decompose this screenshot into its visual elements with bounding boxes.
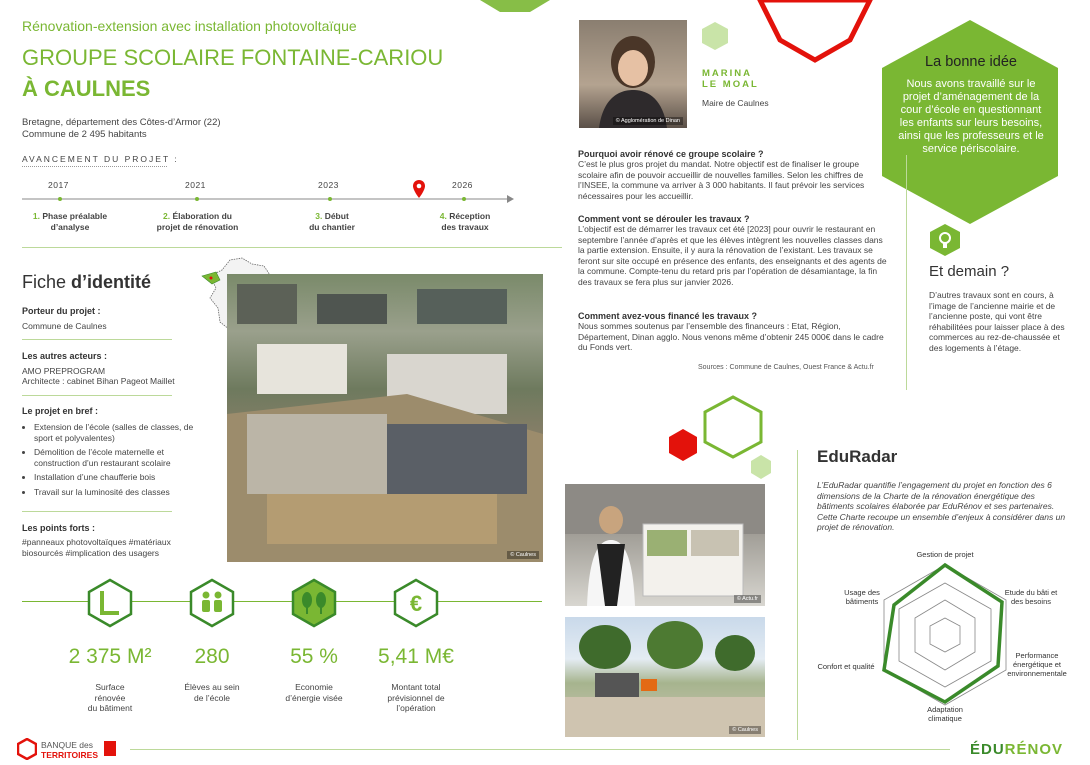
timeline-axis xyxy=(22,193,514,205)
site-photo-shapes xyxy=(565,484,765,606)
radar-label-line: Usage des xyxy=(844,588,880,597)
construction-site-photo xyxy=(565,617,765,737)
step-line1: Élaboration du xyxy=(172,211,232,221)
timeline-heading-rule xyxy=(22,166,167,167)
banque-line1: BANQUE des xyxy=(41,740,93,750)
radar-label-line: climatique xyxy=(928,714,962,723)
stat-label-line: Surface xyxy=(95,682,125,692)
question-1: Pourquoi avoir rénové ce groupe scolaire ? xyxy=(578,149,764,159)
decor-hexagons-middle xyxy=(665,395,785,485)
bref-list xyxy=(22,422,207,501)
stat-label-surface xyxy=(60,682,160,714)
step-line1: Phase préalable xyxy=(42,211,108,221)
acteurs-line2: Architecte : cabinet Bihan Pageot Maillet xyxy=(22,376,175,386)
photo-credit: © Agglomération de Dinan xyxy=(613,117,683,125)
step-line2: d’analyse xyxy=(50,221,90,232)
timeline-step-2 xyxy=(140,211,255,232)
demain-title: Et demain ? xyxy=(929,263,1010,280)
acteurs-line1: AMO PREPROGRAM xyxy=(22,366,106,376)
radar-chart xyxy=(870,560,1020,710)
step-line2: projet de rénovation xyxy=(156,221,239,232)
forts-label: Les points forts : xyxy=(22,523,96,533)
mayor-name-line2: LE MOAL xyxy=(702,79,759,90)
radar-axis-label xyxy=(830,588,894,606)
fiche-rule xyxy=(22,395,172,396)
small-hexagon-green xyxy=(702,22,728,50)
radar-axis-label xyxy=(905,705,985,723)
eduradar-title: EduRadar xyxy=(817,447,898,466)
location-line2: Commune de 2 495 habitants xyxy=(22,129,147,140)
stat-label-line: l’opération xyxy=(396,703,436,713)
radar-label-line: énergétique et xyxy=(1013,660,1061,669)
timeline-year: 2023 xyxy=(318,180,339,190)
lightbulb-icon xyxy=(930,224,960,256)
aerial-photo xyxy=(227,274,543,562)
location-line1: Bretagne, département des Côtes-d’Armor (22) xyxy=(22,117,221,128)
list-item: • Extension de l’école (salles de classes, de sport et polyvalentes) xyxy=(34,422,207,443)
stat-value-surface: 2 375 M² xyxy=(68,645,152,668)
radar-label-line: Adaptation xyxy=(927,705,963,714)
radar-axis-label: Confort et qualité xyxy=(817,662,875,671)
edurenov-logo xyxy=(970,741,1063,758)
section-divider xyxy=(22,247,562,248)
caisse-depots-logo-icon xyxy=(104,741,116,756)
timeline-step-3 xyxy=(292,211,372,232)
bonne-idee-title: La bonne idée xyxy=(925,54,1017,70)
radar-axis-label xyxy=(998,651,1076,678)
photo-credit: © Caulnes xyxy=(729,726,761,734)
bref-label: Le projet en bref : xyxy=(22,406,99,416)
radar-label-line: Etude du bâti et xyxy=(1004,588,1058,597)
bonne-idee-text: Nous avons travaillé sur le projet d’aménagement de la cour d’école en questionnant les enfants sur leurs besoins, ainsi que les professeurs et le service périscolaire. xyxy=(898,78,1044,155)
fiche-rule xyxy=(22,339,172,340)
stat-value-eleves: 280 xyxy=(194,645,230,668)
edurenov-part1: ÉDU xyxy=(970,741,1005,758)
timeline-year: 2017 xyxy=(48,180,69,190)
fiche-title xyxy=(22,272,151,293)
stat-label-line: Élèves au sein xyxy=(184,682,240,692)
footer-rule xyxy=(130,749,950,750)
list-item: • Démolition de l’école maternelle et construction d’un restaurant scolaire xyxy=(34,447,207,468)
ruler-icon xyxy=(87,578,133,628)
radar-axis-label xyxy=(996,588,1066,606)
stat-value-montant: 5,41 M€ xyxy=(378,645,454,668)
step-line1: Réception xyxy=(449,211,491,221)
page-subtitle: Rénovation-extension avec installation photovoltaïque xyxy=(22,18,357,34)
children-icon xyxy=(189,578,235,628)
stat-label-line: prévisionnel de xyxy=(387,692,445,703)
fiche-rule xyxy=(22,511,172,512)
edurenov-part2: RÉNOV xyxy=(1004,741,1064,758)
acteurs-label: Les autres acteurs : xyxy=(22,351,108,361)
stat-label-line: du bâtiment xyxy=(87,703,133,713)
stat-label-line: Montant total xyxy=(391,682,441,692)
question-3: Comment avez-vous financé les travaux ? xyxy=(578,311,758,321)
banque-territoires-logo-icon xyxy=(17,738,37,760)
site-photo-shapes xyxy=(565,617,765,737)
radar-label-line: des besoins xyxy=(1010,597,1052,606)
photo-credit: © Caulnes xyxy=(507,551,539,559)
radar-label-line: environnementale xyxy=(1007,669,1067,678)
aerial-photo-shapes xyxy=(227,274,543,562)
answer-2: L’objectif est de démarrer les travaux cet été [2023] pour ouvrir le restaurant en septembre l’année d’après et que les élèves intègrent les nouvelles classes dans la partie extension. Ensuite, il y aura la rénovation de l’existant. Les travaux se feront sur site occupé en présence des enfants, des enseignants et des agents de la commune. Compte-tenu du retard pris par l’opération de désamiantage, la fin des travaux se fera plus sur janvier 2026. xyxy=(578,224,887,287)
eduradar-vertical-rule xyxy=(797,450,798,740)
forts-value: #panneaux photovoltaïques #matériaux biosourcés #implication des usagers xyxy=(22,537,171,558)
demain-vertical-rule xyxy=(906,155,907,390)
photo-credit: © Actu.fr xyxy=(734,595,761,603)
answer-3: Nous sommes soutenus par l’ensemble des financeurs : Etat, Région, Département, Dinan agglo. Nous venons même d’obtenir 245 000€ dans le cadre du Fonds vert. xyxy=(578,321,884,352)
sources: Sources : Commune de Caulnes, Ouest France & Actu.fr xyxy=(698,364,874,371)
step-number: 2. xyxy=(163,211,171,221)
page-title-line1: GROUPE SCOLAIRE FONTAINE-CARIOU xyxy=(22,45,444,70)
list-item: • Travail sur la luminosité des classes xyxy=(34,487,207,498)
mayor-at-site-photo xyxy=(565,484,765,606)
step-line2: des travaux xyxy=(441,221,489,232)
step-line2: du chantier xyxy=(309,221,355,232)
step-number: 4. xyxy=(439,211,447,221)
location-pin-icon xyxy=(413,180,425,198)
step-line1: Début xyxy=(324,211,349,221)
step-number: 1. xyxy=(32,211,40,221)
mayor-name-line1: MARINA xyxy=(702,68,752,79)
radar-label-line: bâtiments xyxy=(845,597,879,606)
timeline-step-4 xyxy=(425,211,505,232)
svg-text:€: € xyxy=(409,591,423,616)
mayor-portrait-photo xyxy=(579,20,687,128)
timeline-heading: AVANCEMENT DU PROJET : xyxy=(22,154,179,164)
question-2: Comment vont se dérouler les travaux ? xyxy=(578,214,750,224)
trees-icon xyxy=(291,578,337,628)
list-item: • Installation d’une chaufferie bois xyxy=(34,472,207,483)
stat-label-line: rénovée xyxy=(94,692,126,703)
step-number: 3. xyxy=(315,211,323,221)
fiche-title-bold: d’identité xyxy=(71,272,152,292)
stat-label-line: d’énergie visée xyxy=(285,692,343,703)
timeline-step-1 xyxy=(20,211,120,232)
mayor-role: Maire de Caulnes xyxy=(702,98,769,108)
stat-label-line: de l’école xyxy=(194,692,230,703)
eduradar-intro: L’EduRadar quantifie l’engagement du projet en fonction des 6 dimensions de la Charte de la rénovation énergétique des bâtiments scolaires élaborée par EduRénov et ses partenaires. Cette Charte recoupe un ensemble d’enjeux à considérer dans un projet de rénovation. xyxy=(817,480,1066,532)
timeline-year: 2021 xyxy=(185,180,206,190)
radar-label-line: Performance xyxy=(1015,651,1059,660)
porteur-value: Commune de Caulnes xyxy=(22,321,107,331)
stat-label-montant xyxy=(371,682,461,714)
stat-label-economie xyxy=(269,682,359,703)
radar-axis-label: Gestion de projet xyxy=(916,550,974,559)
portrait-shapes xyxy=(579,20,687,128)
fiche-title-light: Fiche xyxy=(22,272,72,292)
porteur-label: Porteur du projet : xyxy=(22,306,101,316)
answer-1: C’est le plus gros projet du mandat. Notre objectif est de finaliser le groupe scolaire afin de pouvoir accueillir de nouvelles familles. Selon les chiffres de l’INSEE, la commune va arriver à 3 000 habitants. Il faut prévoir les services nécessaires pour les accueillir. xyxy=(578,159,865,201)
page-title-line2: À CAULNES xyxy=(22,76,151,101)
stat-label-eleves xyxy=(167,682,257,703)
stat-value-economie: 55 % xyxy=(290,645,338,668)
stat-label-line: Economie xyxy=(295,682,333,692)
banque-line2: TERRITOIRES xyxy=(41,750,98,760)
demain-text: D’autres travaux sont en cours, à l’image de l’ancienne mairie et de l’ancienne poste, qui vont être réhabilitées pour laisser place à des commerces au rez-de-chaussée et des logements à l’étage. xyxy=(929,290,1065,353)
euro-icon xyxy=(393,578,439,628)
timeline-year: 2026 xyxy=(452,180,473,190)
